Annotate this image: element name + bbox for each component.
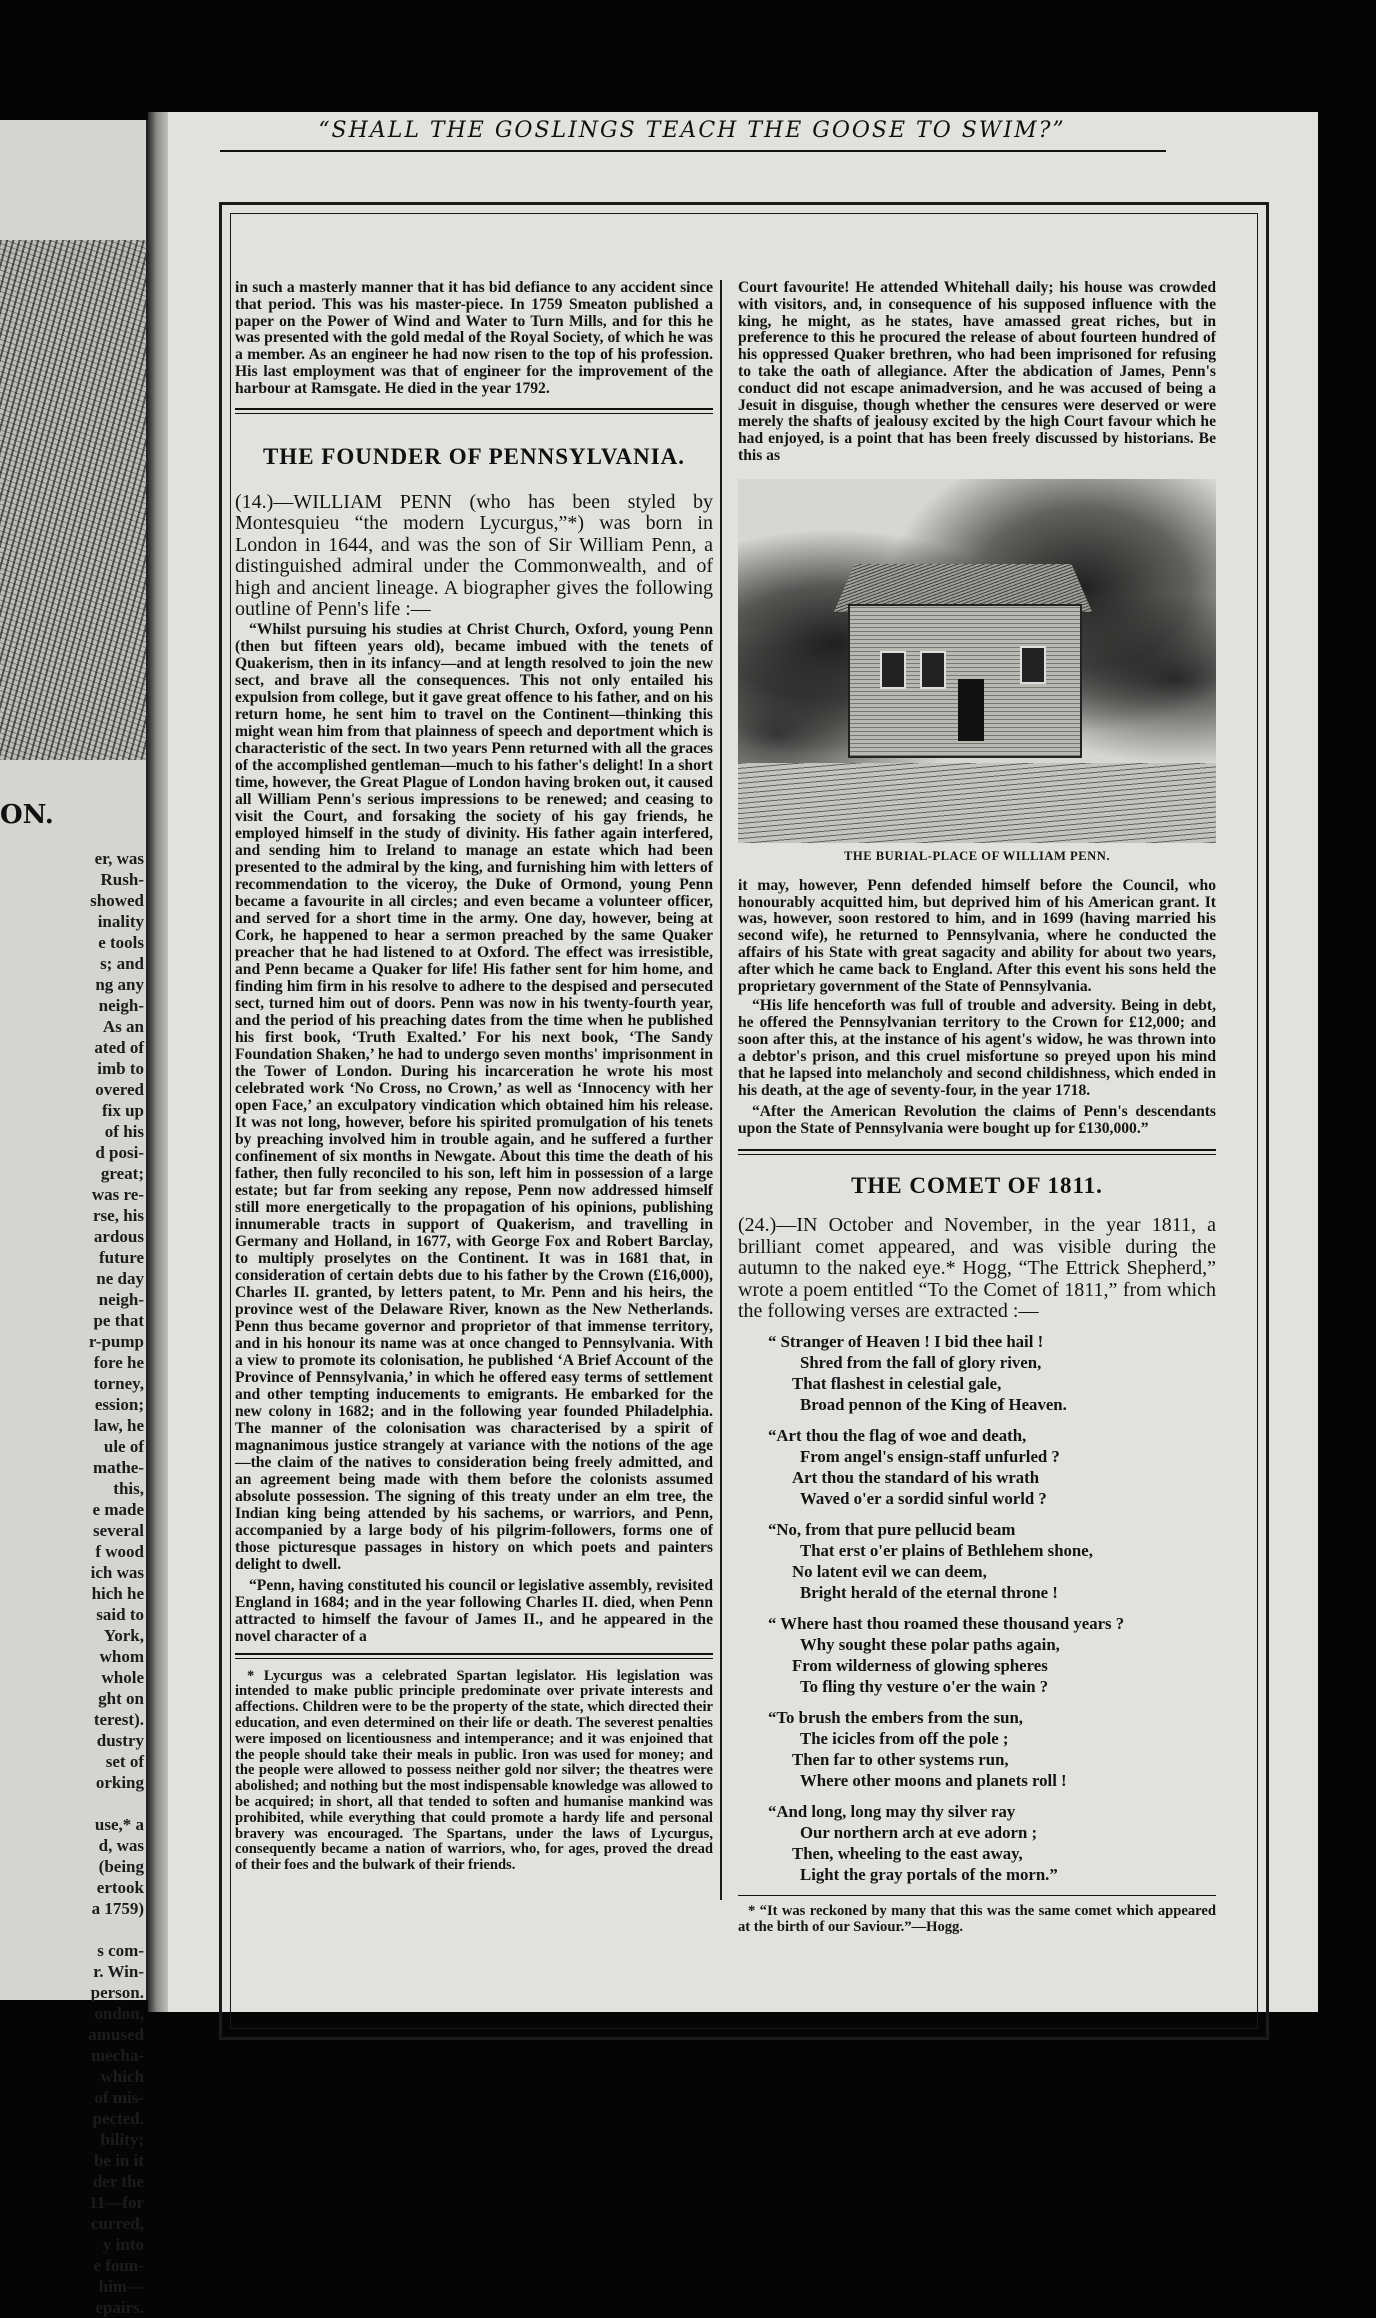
facing-page-line: ertook [96,1878,144,1897]
facing-page-line: s; and [100,954,144,973]
poem-line: Where other moons and planets roll ! [800,1770,1067,1790]
book-gutter [148,112,170,2012]
facing-page-line: future [98,1248,144,1267]
penn-quote-4: “After the American Revolution the claims of Penn's descendants upon the State of Pennsylvania were bought up for £130,000.” [738,1103,1216,1138]
facing-page-line: fix up [101,1101,144,1120]
facing-page-line: use,* a [94,1815,144,1834]
facing-page-line: ession; [94,1395,144,1414]
poem-stanza [738,1707,1216,1791]
lycurgus-footnote: * Lycurgus was a celebrated Spartan legislator. His legislation was intended to make public principle predominate over private interests and affections. Children were to be the property of the state, which directed their education, and even determined on their life or death. The severest penalties were imposed on licentiousness and intemperance; and it was enjoined that the people should take their meals in public. Iron was used for money; and the people were allowed to possess neither gold nor silver; the theatres were abolished; and nothing but the most indispensable knowledge was allowed to be acquired; in short, all that tended to soften and humanise mankind was prohibited, while everything that could promote a hardy life and personal bravery was encouraged. The Spartans, under the laws of Lycurgus, consequently became a nation of warriors, who, for ages, proved the dread of their foes and the bulwark of their friends. [235,1667,713,1874]
facing-page-line: great; [100,1164,144,1183]
facing-page-line: ne day [96,1269,144,1288]
facing-page-line: which [100,2067,144,2086]
poem-stanza [738,1613,1216,1697]
poem-line: “No, from that pure pellucid beam [768,1519,1016,1539]
facing-page-line: d posi- [95,1143,144,1162]
facing-page-line: epairs. [95,2298,144,2317]
penn-quote-3: “His life henceforth was full of trouble and adversity. Being in debt, he offered the Pennsylvanian territory to the Crown for £12,000; and soon after this, at the instance of his agent's widow, he was thrown into a debtor's prison, and this cruel misfortune so preyed upon his mind that he lapsed into melancholy and second childishness, which ended in his death, at the age of seventy-four, in the year 1718. [738,997,1216,1100]
comet-poem [738,1331,1216,1885]
poem-line: From angel's ensign-staff unfurled ? [800,1446,1060,1466]
facing-page-line: hich he [91,1584,144,1603]
poem-line: “ Stranger of Heaven ! I bid thee hail ! [768,1331,1044,1351]
poem-line: No latent evil we can deem, [792,1561,987,1581]
facing-page-line: bility; [100,2130,144,2149]
facing-page-line: e made [92,1500,144,1519]
poem-line: Shred from the fall of glory riven, [800,1352,1042,1372]
left-column [235,280,713,1874]
facing-page-line: set of [105,1752,144,1771]
facing-page-line: him— [98,2277,144,2296]
facing-page-line: dustry [96,1731,144,1750]
facing-page-line: whom [99,1647,144,1666]
facing-page-line: showed [90,891,144,910]
facing-page-fragment [0,120,150,2317]
facing-page-line: inality [97,912,144,931]
poem-line: Why sought these polar paths again, [800,1634,1060,1654]
header-rule [220,150,1166,152]
facing-page-line: curred, [90,2214,144,2233]
facing-page-line: ng any [95,975,144,994]
poem-line: Then far to other systems run, [792,1749,1009,1769]
penn-after-illustration: it may, however, Penn defended himself before the Council, who honourably acquitted him, but deprived him of his American grant. It was, however, soon restored to him, and in 1699 (having married his second wife), he returned to Pennsylvania, where he conducted the affairs of his State with great sagacity and ability for about two years, after which he came back to England. After this event his sons held the proprietary government of the State of Pennsylvania. [738,876,1216,995]
facing-page-line: amused [88,2025,144,2044]
facing-page-line: this, [113,1479,144,1498]
founder-quote-2: “Penn, having constituted his council or legislative assembly, revisited England in 1684; and in the year following Charles II. died, when Penn attracted to himself the favour of James II., and he appeared in the novel character of a [235,1576,713,1645]
facing-page-line: 11—for [89,2193,144,2212]
facing-page-line: rse, his [93,1206,144,1225]
facing-page-line: a 1759) [91,1899,144,1918]
poem-line: Bright herald of the eternal throne ! [800,1582,1058,1602]
poem-line: Broad pennon of the King of Heaven. [800,1394,1067,1414]
running-title: “SHALL THE GOSLINGS TEACH THE GOOSE TO SWIM?” [318,118,1066,143]
founder-intro: (14.)—WILLIAM PENN (who has been styled by Montesquieu “the modern Lycurgus,”*) was born in London in 1644, and was the son of Sir William Penn, a distinguished admiral under the Commonwealth, and of high and ancient lineage. A biographer gives the following outline of Penn's life :— [235,490,713,621]
facing-page-line: f wood [95,1542,144,1561]
poem-line: From wilderness of glowing spheres [792,1655,1048,1675]
poem-line: That flashest in celestial gale, [792,1373,1002,1393]
facing-page-line: Rush- [100,870,144,889]
facing-page-line: e tools [98,933,144,952]
column-divider [720,280,722,1900]
poem-line: Waved o'er a sordid sinful world ? [800,1488,1047,1508]
facing-page-line: mecha- [91,2046,144,2065]
facing-page-line: mathe- [93,1458,144,1477]
poem-line: “To brush the embers from the sun, [768,1707,1024,1727]
poem-stanza [738,1331,1216,1415]
facing-page-line: der the [92,2172,144,2191]
facing-page-illustration [0,240,150,760]
illustration-caption: THE BURIAL-PLACE OF WILLIAM PENN. [844,848,1110,863]
facing-page-line: r-pump [88,1332,144,1351]
facing-page-line: overed [95,1080,144,1099]
facing-page-line: r. Win- [93,1962,144,1981]
facing-page-line: e foun- [93,2256,144,2275]
founder-title: THE FOUNDER OF PENNSYLVANIA. [262,443,686,469]
facing-page-line: law, he [93,1416,144,1435]
poem-line: “And long, long may thy silver ray [768,1801,1016,1821]
facing-page-line: er, was [94,849,144,868]
facing-page-line: ondon, [94,2004,144,2023]
penn-continuation: Court favourite! He attended Whitehall daily; his house was crowded with visitors, and, in consequence of his supposed influence with the king, he might, as he states, have amassed great riches, but in preference to this he procured the release of about fourteen hundred of his oppressed Quaker brethren, who had been imprisoned for refusing to take the oath of allegiance. After the abdication of James, Penn's conduct did not escape animadversion, and he was accused of being a Jesuit in disguise, though whether the censures were deserved or were merely the shafts of jealousy excited by the high Court favour which he had enjoyed, is a point that has been freely discussed by historians. Be this as [738,279,1216,464]
facing-page-line: ich was [90,1563,144,1582]
smeaton-continuation: in such a masterly manner that it has bid defiance to any accident since that period. This was his master-piece. In 1759 Smeaton published a paper on the Power of Wind and Water to Turn Mills, and for this he was presented with the gold medal of the Royal Society, of which he was a member. As an engineer he had now risen to the top of his profession. His last employment was that of engineer for the improvement of the harbour at Ramsgate. He died in the year 1792. [235,279,713,397]
poem-stanza [738,1425,1216,1509]
facing-page-line: whole [101,1668,144,1687]
facing-page-line: of mis- [94,2088,144,2107]
founder-quote-1: “Whilst pursuing his studies at Christ Church, Oxford, young Penn (then but fifteen years old), became imbued with the tenets of Quakerism, then in its infancy—and at length resolved to join the new sect, and brave all the consequences. This not only entailed his expulsion from college, but it gave great offence to his father, and on his return home, he sent him to travel on the Continent—thinking this might wean him from that plainness of speech and deportment which is characteristic of the sect. In two years Penn returned with all the graces of the accomplished gentleman—much to his father's delight! In a short time, however, the Great Plague of London having broken out, it caused all William Penn's serious impressions to be renewed; and ceasing to visit the Court, and forsaking the society of his gay friends, he employed himself in the study of divinity. His father again interfered, and sending him to Ireland to manage an estate which had been presented to the admiral by the king, and furnishing him with letters of recommendation to the viceroy, the Duke of Ormond, young Penn became a favourite in all circles; and even became a volunteer officer, and served for a short time in the army. One day, however, being at Cork, he happened to hear a sermon preached by the same Quaker preacher that he had listened to at Oxford. The effect was irresistible, and Penn became a Quaker for life! His father sent for him home, and finding him firm in his resolve to adhere to the despised and persecuted sect, turned him out of doors. Penn was now in his twenty-fourth year, and the period of his preaching dates from the time when he published his first book, ‘Truth Exalted.’ For his next book, ‘The Sandy Foundation Shaken,’ he had to undergo seven months' imprisonment in the Tower of London. During his incarceration he wrote his most celebrated work ‘No Cross, no Crown,’ as well as ‘Innocency with her open Face,’ an exculpatory vindication which obtained him his release. It was not long, however, before his spirited promulgation of his tenets by preaching involved him in trouble again, and he suffered a further confinement of six months in Newgate. About this time the death of his father, then fully reconciled to his son, left him in possession of a large estate; but far from seeking any repose, Penn now addressed himself still more energetically to the propagation of his opinions, publishing innumerable tracts in support of Quakerism, and travelling in Germany and Holland, in 1677, with George Fox and Robert Barclay, to multiply proselytes on the Continent. It was in 1681 that, in consideration of certain debts due to his father by the Crown (£16,000), Charles II. granted, by letters patent, to Mr. Penn and his heirs, the province west of the Delaware River, known as the New Netherlands. Penn thus became governor and proprietor of that immense territory, and in his honour its name was at once changed to Pennsylvania. With a view to promote its colonisation, he published ‘A Brief Account of the Province of Pennsylvania,’ in which he offered easy terms of settlement and other tempting inducements to emigrants. He embarked for the new colony in 1682; and in the following year founded Philadelphia. The manner of the colonisation was characterised by a spirit of magnanimous justice strangely at variance with the notions of the age—the claim of the natives to consideration being freely admitted, and an agreement being made with them before the colonists assumed absolute possession. The signing of this treaty under an elm tree, the Indian king being attended by his sachems, or warriors, and Penn, accompanied by a large body of his pilgrim-followers, forms one of those picturesque passages in history on which poets and painters delight to dwell. [235,620,713,1573]
facing-page-line: said to [96,1605,144,1624]
facing-page-line: y into [102,2235,144,2254]
facing-page-line: of his [104,1122,144,1141]
facing-page-line: orking [95,1773,144,1792]
right-column [738,280,1216,1935]
footnote-rule-right [738,1895,1216,1896]
burial-place-engraving [738,479,1216,843]
facing-page-line: ule of [103,1437,144,1456]
facing-page-line: person. [90,1983,144,2002]
poem-line: To fling thy vesture o'er the wain ? [800,1676,1049,1696]
comet-intro: (24.)—IN October and November, in the year 1811, a brilliant comet appeared, and was visible during the autumn to the naked eye.* Hogg, “The Ettrick Shepherd,” wrote a poem entitled “To the Comet of 1811,” from which the following verses are extracted :— [738,1214,1216,1323]
facing-page-line: neigh- [98,1290,144,1309]
poem-line: The icicles from off the pole ; [800,1728,1009,1748]
section-rule [235,408,713,414]
poem-line: “Art thou the flag of woe and death, [768,1425,1027,1445]
facing-page-line: fore he [93,1353,144,1372]
facing-page-line: ardous [93,1227,144,1246]
poem-stanza [738,1801,1216,1885]
footnote-rule [235,1653,713,1659]
facing-page-line: (being [98,1857,144,1876]
poem-line: “ Where hast thou roamed these thousand years ? [768,1613,1125,1633]
comet-title: THE COMET OF 1811. [851,1173,1103,1199]
facing-page-line: ght on [98,1689,144,1708]
poem-line: Then, wheeling to the east away, [792,1843,1023,1863]
facing-page-line: neigh- [98,996,144,1015]
facing-page-line: As an [102,1017,144,1036]
facing-page-line: terest). [93,1710,144,1729]
poem-line: Art thou the standard of his wrath [792,1467,1040,1487]
facing-page-line: d, was [98,1836,144,1855]
facing-page-line: imb to [97,1059,144,1078]
facing-page-heading: ON. [0,800,54,830]
poem-stanza [738,1519,1216,1603]
facing-page-line: was re- [91,1185,144,1204]
facing-page-line: torney, [93,1374,144,1393]
poem-line: Light the gray portals of the morn.” [800,1864,1058,1884]
facing-page-line: pe that [93,1311,144,1330]
poem-line: That erst o'er plains of Bethlehem shone, [800,1540,1093,1560]
facing-page-line: York, [103,1626,144,1645]
facing-page-line: s com- [97,1941,144,1960]
facing-page-line: ated of [94,1038,144,1057]
section-rule-comet [738,1149,1216,1155]
facing-page-line: pected. [92,2109,144,2128]
facing-page-line: be in it [93,2151,144,2170]
poem-line: Our northern arch at eve adorn ; [800,1822,1038,1842]
comet-footnote: * “It was reckoned by many that this was the same comet which appeared at the birth of our Saviour.”—Hogg. [738,1902,1216,1935]
facing-page-line: several [93,1521,144,1540]
